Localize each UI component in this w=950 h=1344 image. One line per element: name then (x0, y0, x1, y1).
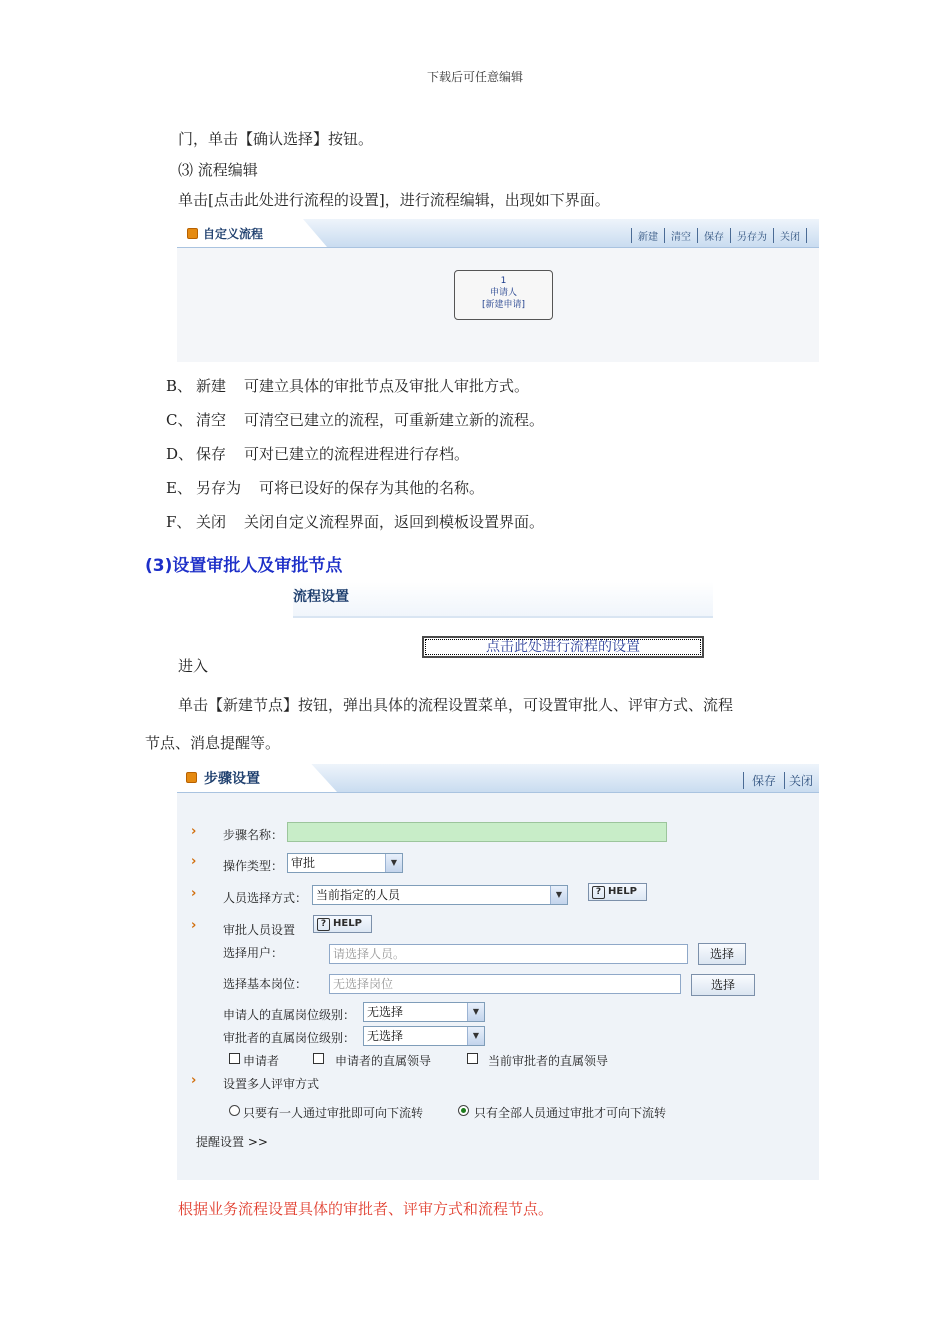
question-icon: ? (317, 918, 330, 931)
close-button[interactable]: 关闭 (784, 772, 817, 789)
list-item: D、 保存 可对已建立的流程进程进行存档。 (166, 445, 470, 463)
list-item: F、 关闭 关闭自定义流程界面，返回到模板设置界面。 (166, 513, 545, 531)
flow-settings-button[interactable]: 点击此处进行流程的设置 (422, 636, 704, 658)
applicant-checkbox-label: 申请者 (243, 1054, 280, 1068)
op-type-select[interactable]: 审批 ▼ (287, 853, 403, 873)
select-post-label: 选择基本岗位： (223, 977, 308, 991)
step-settings-panel (177, 764, 819, 1180)
radio-all-label: 只有全部人员通过审批才可向下流转 (474, 1106, 667, 1120)
arrow-icon: › (191, 824, 197, 839)
applicant-leader-checkbox[interactable] (313, 1053, 324, 1064)
orange-bullet-icon (186, 772, 197, 783)
paragraph-3: 单击[点击此处进行流程的设置]，进行流程编辑，出现如下界面。 (178, 191, 610, 209)
panel-title: 步骤设置 (204, 771, 260, 787)
close-button[interactable]: 关闭 (773, 228, 807, 243)
step-name-label: 步骤名称： (223, 828, 284, 842)
enter-text: 进入 (178, 657, 209, 675)
panel-buttons (743, 772, 817, 789)
paragraph-4-line-2: 节点、消息提醒等。 (145, 734, 281, 752)
custom-flow-panel (177, 219, 819, 362)
save-button[interactable]: 保存 (697, 228, 730, 243)
section-heading: (3)设置审批人及审批节点 (145, 556, 343, 576)
help-button[interactable]: ? HELP (588, 883, 647, 901)
panel-title: 自定义流程 (203, 227, 264, 241)
select-user-button[interactable]: 选择 (698, 943, 746, 965)
panel-buttons (631, 228, 807, 243)
approver-leader-label: 当前审批者的直属领导 (488, 1054, 609, 1068)
radio-all[interactable] (458, 1105, 469, 1116)
approver-level-label: 审批者的直属岗位级别： (223, 1031, 356, 1045)
paragraph-1: 门，单击【确认选择】按钮。 (178, 130, 374, 148)
clear-button[interactable]: 清空 (664, 228, 697, 243)
list-item: E、 另存为 可将已设好的保存为其他的名称。 (166, 479, 485, 497)
multi-review-label: 设置多人评审方式 (223, 1077, 320, 1091)
header-note: 下载后可任意编辑 (426, 70, 523, 84)
flow-node[interactable] (454, 270, 553, 320)
applicant-leader-label: 申请者的直属领导 (335, 1054, 432, 1068)
node-sub: [新建申请] (481, 300, 526, 310)
chevron-down-icon: ▼ (385, 854, 402, 872)
subheading-flow-edit: ⑶ 流程编辑 (178, 161, 258, 179)
node-name: 申请人 (489, 288, 517, 298)
list-item: C、 清空 可清空已建立的流程，可重新建立新的流程。 (166, 411, 545, 429)
save-as-button[interactable]: 另存为 (730, 228, 773, 243)
radio-any-one[interactable] (229, 1105, 240, 1116)
applicant-level-label: 申请人的直属岗位级别： (223, 1008, 356, 1022)
select-post-button[interactable]: 选择 (691, 974, 755, 996)
approver-leader-checkbox[interactable] (467, 1053, 478, 1064)
caption: 根据业务流程设置具体的审批者、评审方式和流程节点。 (178, 1200, 554, 1218)
arrow-icon: › (191, 854, 197, 869)
question-icon: ? (592, 886, 605, 899)
save-button[interactable]: 保存 (743, 772, 784, 789)
person-mode-select[interactable]: 当前指定的人员 ▼ (312, 885, 568, 905)
select-user-input[interactable]: 请选择人员。 (329, 944, 688, 964)
op-type-label: 操作类型： (223, 859, 284, 873)
select-user-label: 选择用户： (223, 946, 284, 960)
chevron-down-icon: ▼ (550, 886, 567, 904)
select-post-input[interactable]: 无选择岗位 (329, 974, 681, 994)
radio-any-one-label: 只要有一人通过审批即可向下流转 (243, 1106, 424, 1120)
remind-settings-link[interactable]: 提醒设置 >> (196, 1135, 268, 1149)
flow-settings-title: 流程设置 (293, 589, 349, 605)
orange-bullet-icon (187, 228, 198, 239)
applicant-level-select[interactable]: 无选择 ▼ (363, 1002, 485, 1022)
flow-settings-panel (293, 582, 713, 618)
new-button[interactable]: 新建 (631, 228, 664, 243)
chevron-down-icon: ▼ (467, 1027, 484, 1045)
arrow-icon: › (191, 918, 197, 933)
list-item: B、 新建 可建立具体的审批节点及审批人审批方式。 (166, 377, 530, 395)
approver-settings-label: 审批人员设置 (223, 923, 296, 937)
applicant-checkbox[interactable] (229, 1053, 240, 1064)
node-number: 1 (500, 276, 507, 286)
chevron-down-icon: ▼ (467, 1003, 484, 1021)
person-mode-label: 人员选择方式： (223, 891, 308, 905)
approver-level-select[interactable]: 无选择 ▼ (363, 1026, 485, 1046)
arrow-icon: › (191, 1073, 197, 1088)
arrow-icon: › (191, 886, 197, 901)
help-button[interactable]: ? HELP (313, 915, 372, 933)
step-name-input[interactable] (287, 822, 667, 842)
paragraph-4-line-1: 单击【新建节点】按钮，弹出具体的流程设置菜单，可设置审批人、评审方式、流程 (178, 696, 734, 714)
